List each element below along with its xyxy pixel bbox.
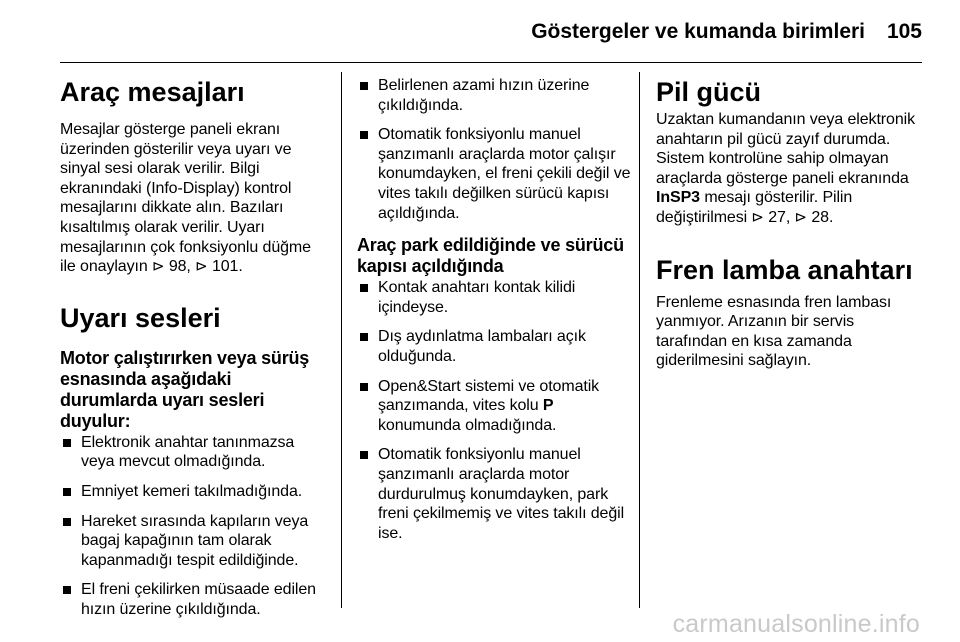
warning-conditions-list-continued	[357, 76, 631, 223]
page-reference-28[interactable]: 28.	[807, 208, 834, 226]
list-item: Elektronik anahtar tanınmazsa veya mevcut olmadığında.	[60, 433, 328, 472]
subheading-parked-door-open: Araç park edildiğinde ve sürücü kapısı açıldığında	[357, 235, 624, 277]
arrow-icon: ⊳	[195, 258, 208, 276]
page-reference-27[interactable]: 27,	[763, 208, 795, 226]
page-number: 105	[886, 20, 922, 43]
battery-text: Uzaktan kumandanın veya elektronik anahtarın pil gücü zayıf durumda. Sistem kontrolüne sahip olmayan araçlarda gösterge paneli ekranında	[656, 111, 915, 187]
list-item: Emniyet kemeri takılmadığında.	[60, 482, 328, 502]
arrow-icon: ⊳	[152, 258, 165, 276]
subheading-warning-conditions: Motor çalıştırırken veya sürüş esnasında aşağıdaki durumlarda uyarı sesleri duyulur:	[60, 347, 310, 431]
battery-text-continued: mesajı gösterilir. Pilin değiştirilmesi	[656, 189, 853, 226]
gear-position-p: P	[542, 397, 554, 415]
list-item: Belirlenen azami hızın üzerine çıkıldığında.	[357, 76, 631, 115]
page-header-title: Göstergeler ve kumanda birimleri	[531, 20, 865, 43]
arrow-icon: ⊳	[794, 208, 807, 226]
page-reference-98[interactable]: 98,	[164, 258, 196, 276]
brake-light-paragraph: Frenleme esnasında fren lambası yanmıyor. Arızanın bir servis tarafından en kısa zamanda giderilmesini sağlayın.	[656, 293, 892, 370]
list-item: Kontak anahtarı kontak kilidi içindeyse.	[357, 278, 631, 317]
battery-paragraph	[656, 110, 924, 228]
list-item	[357, 377, 631, 436]
vehicle-messages-text: Mesajlar gösterge paneli ekranı üzerinden gösterilir veya uyarı ve sinyal sesi olarak verilir. Bilgi ekranındaki (Info-Display) kontrol mesajlarını dikkate alın. Bazıları kısaltılmış olarak verilir. Uyarı mesajlarının çok fonksiyonlu düğme ile onaylayın	[60, 121, 311, 276]
column-2	[357, 76, 631, 553]
section-heading-warning-chimes: Uyarı sesleri	[60, 302, 221, 333]
column-1	[60, 76, 328, 630]
vehicle-messages-paragraph	[60, 120, 328, 277]
list-item: Hareket sırasında kapıların veya bagaj kapağının tam olarak kapanmadığı tespit edildiğinde.	[60, 512, 328, 571]
parked-conditions-list	[357, 278, 631, 543]
watermark: carmanualsonline.info	[672, 610, 920, 638]
section-heading-vehicle-messages: Araç mesajları	[60, 77, 245, 107]
section-heading-battery: Pil gücü	[656, 77, 762, 107]
warning-conditions-list	[60, 433, 328, 620]
list-item: Dış aydınlatma lambaları açık olduğunda.	[357, 327, 631, 366]
openstart-text-end: konumunda olmadığında.	[378, 416, 557, 434]
list-item: Otomatik fonksiyonlu manuel şanzımanlı araçlarda motor durdurulmuş konumdayken, park freni çekilmemiş ve vites takılı değil ise.	[357, 445, 631, 543]
display-code-insp3: InSP3	[656, 189, 700, 207]
list-item: Otomatik fonksiyonlu manuel şanzımanlı araçlarda motor çalışır konumdayken, el freni çekili değil ve vites takılı değilken sürücü kapısı açıldığında.	[357, 125, 631, 223]
column-3	[656, 76, 924, 371]
column-divider-left	[341, 72, 342, 608]
page-reference-101[interactable]: 101.	[207, 258, 243, 276]
column-divider-right	[639, 72, 640, 608]
section-heading-brake-light-switch: Fren lamba anahtarı	[656, 254, 913, 285]
list-item: El freni çekilirken müsaade edilen hızın üzerine çıkıldığında.	[60, 580, 328, 619]
openstart-text: Open&Start sistemi ve otomatik şanzımanda, vites kolu	[378, 377, 600, 415]
arrow-icon: ⊳	[751, 208, 764, 226]
header-divider	[60, 62, 922, 63]
